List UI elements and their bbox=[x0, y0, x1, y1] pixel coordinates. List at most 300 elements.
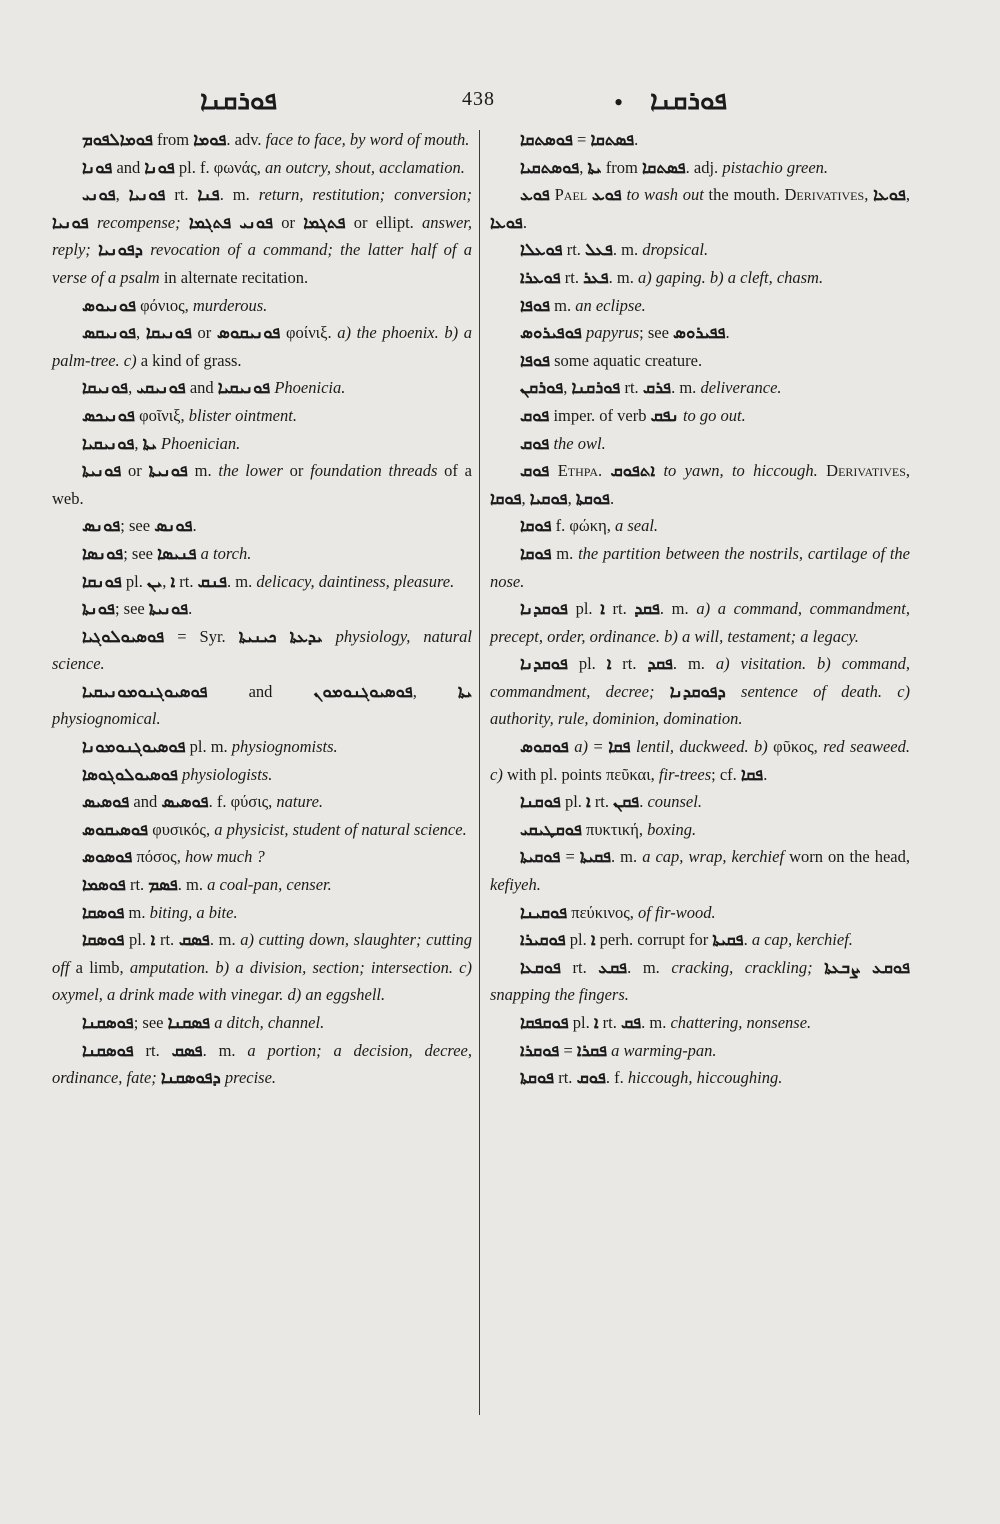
gloss-text: = bbox=[560, 847, 580, 867]
syriac-headword: ܦܘܣܝܩܘܣ bbox=[82, 819, 149, 839]
syriac-headword: ܦܘܥܐ bbox=[873, 185, 906, 205]
italic-gloss: how much ? bbox=[184, 847, 265, 867]
syriac-headword: ܦܣܬܩܐ bbox=[590, 130, 635, 149]
syriac-headword: ܦܘܥ bbox=[520, 185, 550, 205]
syriac-headword: ܦܥܪ bbox=[583, 267, 609, 287]
italic-gloss: a cap, wrap, kerchief bbox=[642, 847, 785, 867]
dictionary-entry bbox=[52, 733, 472, 761]
syriac-headword: ܦܘܩܥ ܨܒܥܬܐ bbox=[824, 957, 910, 977]
syriac-headword: ܦܘܣܝܘܠܘܓܝܐ bbox=[82, 626, 165, 646]
syriac-headword: ܦܘܩܕܢܐ bbox=[520, 599, 568, 619]
dictionary-entry bbox=[490, 1009, 910, 1037]
gloss-text: , bbox=[563, 378, 572, 398]
italic-gloss: an outcry, shout, acclamation. bbox=[265, 157, 465, 177]
italic-gloss: answer, reply; bbox=[52, 212, 473, 260]
dictionary-entry bbox=[52, 595, 472, 623]
syriac-headword: ܦܘܢܝܩܝܐ bbox=[217, 378, 271, 398]
gloss-text: , bbox=[115, 185, 129, 205]
italic-gloss: pistachio green. bbox=[722, 157, 829, 177]
dictionary-entry bbox=[490, 236, 910, 264]
syriac-headword: ܦܘܩܦܩܐ bbox=[520, 1013, 569, 1032]
syriac-headword: ܦܩܝܬܐ bbox=[579, 847, 612, 867]
dictionary-entry bbox=[52, 540, 472, 568]
dictionary-entry bbox=[52, 457, 472, 512]
syriac-headword: ܦܘܢܝܩܐ bbox=[145, 323, 192, 343]
syriac-headword: ܝܬܐ bbox=[142, 433, 157, 453]
gloss-text: or bbox=[191, 323, 217, 343]
syriac-headword: ܦܘܢܝܩܘܣ bbox=[216, 323, 281, 343]
small-caps-label: Derivatives bbox=[784, 185, 865, 205]
gloss-text: . adv. bbox=[226, 130, 266, 149]
syriac-headword: ܦܘܢܝܬܐ bbox=[148, 599, 189, 619]
dictionary-entry bbox=[52, 374, 472, 402]
gloss-text: rt. bbox=[620, 378, 643, 398]
gloss-text: and bbox=[185, 378, 218, 398]
syriac-headword: ܦܘܢܝܬܐ bbox=[82, 461, 122, 481]
italic-gloss: physiology, natural science. bbox=[52, 626, 472, 674]
gloss-text: , bbox=[864, 185, 874, 205]
dictionary-entry bbox=[52, 871, 472, 899]
syriac-headword: ܦܘܩܝܬܐ bbox=[520, 847, 561, 867]
dictionary-entry bbox=[490, 154, 910, 182]
gloss-text: = bbox=[588, 737, 609, 757]
italic-gloss: kefiyeh. bbox=[490, 875, 541, 895]
dictionary-entry bbox=[490, 650, 910, 733]
dictionary-entry bbox=[490, 954, 910, 1009]
syriac-headword: ܦܘܩܕܢܐ bbox=[520, 654, 568, 674]
syriac-headword: ܦܢܝܣܐ bbox=[157, 543, 197, 563]
gloss-text: , bbox=[905, 185, 911, 205]
dictionary-entry bbox=[52, 402, 472, 430]
italic-gloss: recompense; bbox=[88, 212, 189, 232]
syriac-headword: ܦܘܩܥܐ bbox=[520, 957, 561, 977]
gloss-text: . m. bbox=[209, 930, 241, 950]
syriac-headword: ܦܩܕ bbox=[647, 654, 673, 674]
syriac-headword: ܦܘܩܝܐ bbox=[529, 488, 568, 508]
syriac-headword: ܦܩܐ bbox=[740, 764, 764, 784]
column-divider bbox=[479, 130, 480, 1415]
gloss-text: rt. bbox=[175, 571, 198, 591]
gloss-text: or ellipt. bbox=[345, 212, 423, 232]
gloss-text: , bbox=[128, 378, 137, 398]
syriac-headword: ܦܘܣܡܐ bbox=[82, 875, 126, 895]
italic-gloss: a cap, kerchief. bbox=[751, 930, 853, 950]
italic-gloss: papyrus bbox=[585, 323, 640, 343]
page-header bbox=[0, 82, 1000, 122]
syriac-headword: ܐ bbox=[586, 792, 591, 812]
gloss-text bbox=[323, 627, 336, 646]
gloss-text: from bbox=[601, 157, 642, 177]
dictionary-entry bbox=[52, 181, 472, 291]
gloss-text: pl. bbox=[124, 930, 151, 950]
gloss-text: . m. bbox=[672, 654, 716, 674]
dictionary-entry bbox=[52, 926, 472, 1009]
syriac-headword: ܦܬܓܡܐ bbox=[303, 212, 346, 232]
gloss-text: rt. bbox=[611, 654, 648, 674]
gloss-text: and bbox=[207, 681, 314, 701]
dictionary-entry bbox=[490, 347, 910, 375]
italic-gloss: dropsical. bbox=[642, 240, 709, 260]
syriac-headword: ܦܘܩ bbox=[520, 405, 550, 425]
syriac-headword: ܕܦܘܢܝܐ bbox=[98, 240, 143, 260]
gloss-text: a limb, bbox=[69, 957, 130, 977]
italic-gloss: chattering, nonsense. bbox=[670, 1013, 812, 1032]
gloss-text: rt. bbox=[133, 1040, 172, 1060]
gloss-text: m. bbox=[550, 295, 576, 315]
italic-gloss: the owl. bbox=[553, 433, 606, 453]
gloss-text: pl. bbox=[565, 930, 591, 950]
syriac-headword: ܦܘܡܐܠܦܘܡ bbox=[82, 130, 153, 149]
gloss-text: or bbox=[273, 212, 304, 232]
gloss-text: . m. bbox=[219, 185, 259, 205]
syriac-headword: ܦܘܩܪܐ bbox=[520, 1040, 560, 1060]
syriac-headword: ܦܣܬܩܐ bbox=[641, 157, 686, 177]
gloss-text: . f. bbox=[605, 1068, 628, 1088]
syriac-headword: ܦܘܦܝܪܘܣ bbox=[520, 323, 582, 343]
syriac-headword: ܦܘܩ bbox=[520, 433, 550, 453]
gloss-text: πεύκινος, bbox=[567, 902, 638, 922]
dictionary-entry bbox=[490, 540, 910, 595]
syriac-headword: ܕܦܘܣܩܢܐ bbox=[160, 1068, 221, 1088]
gloss-text: , bbox=[567, 488, 576, 508]
small-caps-label: Pael bbox=[554, 185, 588, 205]
dictionary-entry bbox=[490, 374, 910, 402]
dictionary-entry bbox=[52, 126, 472, 154]
italic-gloss: Phoenician. bbox=[160, 433, 241, 453]
syriac-headword: ܦܘܣܘܣ bbox=[82, 847, 133, 867]
syriac-headword: ܦܘܢܩܐ bbox=[82, 571, 122, 591]
gloss-text: m. bbox=[551, 543, 579, 563]
header-left-title: ܦܘܪܩܢܐ bbox=[200, 86, 277, 115]
italic-gloss: a) visitation. b) command, commandment, decree; bbox=[490, 654, 910, 701]
syriac-headword: ܐ bbox=[590, 930, 596, 950]
italic-gloss: deliverance. bbox=[700, 378, 782, 398]
gloss-text: perh. corrupt for bbox=[595, 930, 713, 950]
syriac-headword: ܦܣܩ bbox=[178, 930, 210, 950]
gloss-text: pl. m. bbox=[185, 737, 232, 757]
gloss-text: . m. bbox=[627, 957, 672, 977]
italic-gloss: nature. bbox=[276, 792, 324, 812]
syriac-headword: ܦܘܣܝܣ bbox=[161, 792, 209, 812]
gloss-text: , bbox=[905, 461, 910, 481]
syriac-headword: ܝܬܐ bbox=[587, 157, 602, 177]
gloss-text: . bbox=[192, 516, 197, 536]
syriac-headword: ܦܩܢ bbox=[613, 792, 640, 812]
syriac-headword: ܐ bbox=[593, 1013, 599, 1032]
syriac-headword: ܦܘܪܩܢܐ bbox=[571, 378, 621, 398]
gloss-text: from bbox=[152, 130, 194, 149]
gloss-text: rt. bbox=[560, 267, 584, 287]
syriac-headword: ܦܘܩܐ bbox=[520, 543, 552, 563]
italic-gloss: Phoenicia. bbox=[274, 378, 346, 398]
gloss-text: f. φώκη, bbox=[551, 516, 615, 536]
syriac-headword: ܝܬܐ bbox=[457, 681, 473, 701]
italic-gloss: return, restitution; conversion; bbox=[258, 185, 472, 205]
gloss-text: . adj. bbox=[685, 157, 723, 177]
dictionary-entry bbox=[490, 430, 910, 458]
italic-gloss: physiologists. bbox=[182, 764, 273, 784]
italic-gloss: hiccough, hiccoughing. bbox=[627, 1068, 783, 1088]
italic-gloss: cracking, crackling; bbox=[671, 957, 825, 977]
gloss-text: with pl. points πεῦκαι, bbox=[502, 764, 659, 784]
syriac-headword: ܦܣܡ bbox=[148, 875, 178, 895]
syriac-headword: ܦܘܢܝܩܝܐ bbox=[82, 433, 135, 453]
italic-gloss: a) gaping. b) a cleft, chasm. bbox=[637, 267, 824, 287]
syriac-headword: ܦܘܩ bbox=[576, 1068, 606, 1088]
gloss-text: rt. bbox=[598, 1013, 621, 1032]
gloss-text: . m. bbox=[611, 847, 643, 867]
italic-gloss: red seaweed. c) bbox=[490, 737, 911, 784]
dictionary-entry bbox=[52, 1009, 472, 1037]
italic-gloss: lentil, duckweed. b) bbox=[635, 737, 768, 757]
dictionary-entry bbox=[52, 843, 472, 871]
dictionary-entry bbox=[490, 181, 910, 236]
syriac-headword: ܦܩܪܐ bbox=[576, 1040, 608, 1060]
gloss-text: = Syr. bbox=[164, 626, 239, 646]
italic-gloss: physiognomists. bbox=[231, 737, 338, 757]
syriac-headword: ܦܘܢܝܬܐ bbox=[148, 461, 188, 481]
gloss-text: . m. bbox=[227, 571, 257, 591]
gloss-text: ; see bbox=[133, 1013, 168, 1032]
dictionary-entry bbox=[490, 733, 910, 788]
syriac-headword: ܦܘܢܝܟܣ bbox=[82, 405, 135, 425]
gloss-text: some aquatic creature. bbox=[550, 350, 703, 370]
dictionary-entry bbox=[52, 761, 472, 789]
dictionary-entry bbox=[52, 568, 472, 596]
gloss-text: . bbox=[598, 461, 611, 481]
syriac-headword: ܦܘܢܝܘܣ bbox=[82, 295, 137, 315]
italic-gloss: blister ointment. bbox=[188, 405, 297, 425]
gloss-text: imper. of verb bbox=[549, 405, 651, 425]
syriac-headword: ܦܘܢܐ bbox=[82, 157, 113, 177]
gloss-text: pl. f. φωνάς, bbox=[174, 157, 265, 177]
dictionary-entry bbox=[52, 512, 472, 540]
page-number: 438 bbox=[462, 88, 495, 110]
dictionary-entry bbox=[490, 1037, 910, 1065]
gloss-text: m. bbox=[124, 902, 150, 922]
syriac-headword: ܐܬܦܘܩ bbox=[610, 461, 656, 481]
syriac-headword: ܦܩܕ bbox=[634, 599, 660, 619]
syriac-headword: ܦܘܩ bbox=[520, 461, 550, 481]
syriac-headword: ܦܘܪܩܢ bbox=[520, 378, 564, 398]
italic-gloss: delicacy, daintiness, pleasure. bbox=[256, 571, 455, 591]
gloss-text: = bbox=[559, 1040, 577, 1060]
syriac-headword: ܦܩ bbox=[621, 1013, 642, 1032]
gloss-text: rt. bbox=[604, 599, 635, 619]
italic-gloss: a coal-pan, censer. bbox=[207, 875, 332, 895]
dictionary-entry bbox=[52, 430, 472, 458]
gloss-text: . bbox=[763, 764, 768, 784]
syriac-headword: ܦܘܩܬܐ bbox=[520, 1068, 555, 1088]
italic-gloss: a ditch, channel. bbox=[214, 1013, 325, 1032]
syriac-headword: ܦܢܩ bbox=[197, 571, 228, 591]
italic-gloss: snapping the fingers. bbox=[490, 985, 629, 1005]
syriac-headword: ܦܩܝܬܐ bbox=[712, 930, 744, 950]
gloss-text: rt. bbox=[554, 1068, 577, 1088]
gloss-text: and bbox=[129, 792, 162, 812]
gloss-text: rt. bbox=[562, 240, 586, 260]
syriac-headword: ܦܘܢܝܩܣ bbox=[82, 323, 137, 343]
gloss-text: rt. bbox=[560, 957, 599, 977]
italic-gloss: murderous. bbox=[192, 295, 268, 315]
gloss-text: . bbox=[725, 323, 730, 343]
gloss-text: φοῖνιξ, bbox=[134, 405, 189, 425]
gloss-text bbox=[549, 461, 557, 480]
dictionary-entry bbox=[52, 154, 472, 182]
gloss-text bbox=[726, 682, 741, 701]
gloss-text: . bbox=[639, 792, 648, 812]
gloss-text: πόσος, bbox=[132, 847, 185, 867]
gloss-text: , bbox=[162, 571, 171, 591]
syriac-headword: ܐ bbox=[600, 599, 605, 619]
gloss-text: , bbox=[136, 323, 146, 343]
header-right-title: ܦܘܪܩܢܐ bbox=[650, 86, 727, 115]
syriac-headword: ܦܘܣܝܘܠܘܓܘܣܐ bbox=[82, 764, 178, 784]
gloss-text: . m. bbox=[608, 267, 638, 287]
italic-gloss: a) bbox=[574, 737, 589, 757]
gloss-text: ; see bbox=[123, 543, 158, 563]
syriac-headword: ܦܘܦܐ bbox=[520, 295, 551, 315]
syriac-headword: ܦܘܢܝܩܐ bbox=[82, 378, 129, 398]
syriac-headword: ܦܘܢܣܐ bbox=[82, 543, 124, 563]
dictionary-entry bbox=[490, 402, 910, 430]
syriac-headword: ܦܘܣܩܢܐ bbox=[82, 1013, 134, 1032]
syriac-headword: ܦܘܩܘܣ bbox=[520, 737, 569, 757]
syriac-headword: ܦܘܦܐ bbox=[520, 350, 551, 370]
gloss-text: worn on the head, bbox=[784, 847, 911, 867]
dictionary-entry bbox=[490, 1064, 910, 1092]
italic-gloss: the partition between the nostrils, cartilage of the nose. bbox=[490, 543, 910, 591]
gloss-text: or bbox=[121, 461, 149, 481]
syriac-headword: ܦܘܩܝܪܐ bbox=[520, 930, 566, 950]
syriac-headword: ܦܘܣܩܐ bbox=[82, 930, 125, 950]
syriac-headword: ܦܘܥܪܐ bbox=[520, 267, 561, 287]
syriac-headword: ܦܣܩ bbox=[171, 1040, 203, 1060]
syriac-headword: ܐ bbox=[170, 571, 176, 591]
italic-gloss: a portion; a decision, decree, ordinance, fate; bbox=[52, 1040, 472, 1088]
syriac-headword: ܦܘܢܣ bbox=[82, 516, 121, 536]
syriac-headword: ܢܦܩ bbox=[650, 405, 679, 425]
syriac-headword: ܦܘܩܛܝܩܝ bbox=[520, 819, 582, 839]
dictionary-entry bbox=[490, 899, 910, 927]
dictionary-entry bbox=[52, 1037, 472, 1092]
syriac-headword: ܐ bbox=[150, 930, 156, 950]
syriac-headword: ܦܘܢܝܐ bbox=[52, 212, 89, 232]
gloss-text: ; see bbox=[114, 599, 149, 619]
gloss-text: , bbox=[579, 157, 588, 177]
italic-gloss: the lower bbox=[218, 461, 283, 481]
small-caps-label: Ethpa bbox=[557, 461, 599, 481]
syriac-headword: ܐ bbox=[606, 654, 612, 674]
dictionary-entry bbox=[490, 512, 910, 540]
small-caps-label: Derivatives bbox=[826, 461, 906, 481]
gloss-text: . m. bbox=[177, 875, 208, 895]
syriac-headword: ܦܘܣܝܘܓܢܘܡܘܢ bbox=[313, 681, 413, 701]
dictionary-entry bbox=[490, 457, 910, 512]
italic-gloss: physiognomical. bbox=[52, 709, 161, 729]
dictionary-entry bbox=[52, 816, 472, 844]
dictionary-entry bbox=[52, 788, 472, 816]
italic-gloss: a warming-pan. bbox=[611, 1040, 717, 1060]
gloss-text: . m. bbox=[202, 1040, 248, 1060]
gloss-text: . m. bbox=[671, 378, 701, 398]
gloss-text: a kind of grass. bbox=[140, 350, 242, 370]
syriac-headword: ܦܘܢܝܐ bbox=[128, 185, 166, 205]
syriac-headword: ܦܘܢܣ bbox=[154, 516, 193, 536]
gloss-text: rt. bbox=[590, 792, 614, 812]
syriac-headword: ܦܘܢܝܩܝ bbox=[136, 378, 186, 398]
dictionary-entry bbox=[490, 319, 910, 347]
italic-gloss: revocation of a command; the latter half of a verse of a psalm bbox=[52, 240, 472, 287]
syriac-headword: ܦܘܣܬܩܝܐ bbox=[520, 157, 580, 177]
gloss-text bbox=[818, 461, 826, 480]
gloss-text: . m. bbox=[612, 240, 643, 260]
gloss-text: . f. φύσις, bbox=[208, 792, 277, 812]
syriac-headword: ܦܩܐ bbox=[608, 737, 631, 757]
syriac-headword: ܦܘܡܐ bbox=[193, 130, 227, 149]
italic-gloss: biting, a bite. bbox=[149, 902, 238, 922]
syriac-headword: ܦܘܣܝܣ bbox=[82, 792, 130, 812]
dictionary-entry bbox=[490, 126, 910, 154]
gloss-text: m. bbox=[187, 461, 219, 481]
italic-gloss: a) a command, commandment, precept, order, ordinance. b) a will, testament; a legacy. bbox=[490, 599, 910, 646]
syriac-headword: ܦܩܥ bbox=[598, 957, 628, 977]
gloss-text: , bbox=[134, 433, 143, 453]
syriac-headword: ܦܦܝܪܘܣ bbox=[673, 323, 726, 343]
gloss-text: and bbox=[112, 157, 145, 177]
italic-gloss: foundation threads bbox=[310, 461, 438, 481]
italic-gloss: to yawn, to hiccough. bbox=[663, 461, 818, 481]
gloss-text: . m. bbox=[641, 1013, 671, 1032]
gloss-text: φυσικός, bbox=[148, 819, 215, 839]
gloss-text: ; see bbox=[120, 516, 155, 536]
dictionary-entry bbox=[490, 595, 910, 650]
syriac-headword: ܦܘܥܐ bbox=[490, 212, 523, 232]
italic-gloss: an eclipse. bbox=[575, 295, 646, 315]
dictionary-entry bbox=[52, 292, 472, 320]
dictionary-entry bbox=[490, 843, 910, 898]
italic-gloss: a seal. bbox=[614, 516, 659, 536]
italic-gloss: face to face, by word of mouth. bbox=[265, 130, 470, 149]
syriac-headword: ܦܘܩܝܢܐ bbox=[520, 902, 568, 922]
gloss-text: , bbox=[412, 681, 458, 701]
gloss-text: rt. bbox=[165, 185, 198, 205]
italic-gloss: to go out. bbox=[682, 405, 746, 425]
gloss-text: the mouth. bbox=[703, 185, 785, 205]
dictionary-entry bbox=[490, 292, 910, 320]
italic-gloss: to wash out bbox=[626, 185, 704, 205]
gloss-text: . bbox=[743, 930, 752, 950]
italic-gloss: fir-trees bbox=[658, 764, 712, 784]
gloss-text: . bbox=[188, 599, 193, 619]
gloss-text: φοίνιξ. bbox=[280, 323, 338, 343]
gloss-text: φόνιος, bbox=[136, 295, 193, 315]
gloss-text: rt. bbox=[125, 875, 149, 895]
italic-gloss: a) the phoenix. b) a palm-tree. c) bbox=[52, 323, 472, 370]
syriac-headword: ܦܘܣܩܐ bbox=[82, 902, 125, 922]
syriac-headword: ܦܘܢܝ bbox=[82, 185, 116, 205]
syriac-headword: ܦܘܥ bbox=[591, 185, 622, 205]
syriac-headword: ܦܘܩܢܐ bbox=[520, 792, 561, 812]
syriac-headword: ܝܕܥܬܐ ܟܝܢܝܬܐ bbox=[238, 626, 323, 646]
dictionary-entry bbox=[490, 264, 910, 292]
syriac-headword: ܦܘܢܐ bbox=[144, 157, 175, 177]
gloss-text: πυκτική, bbox=[581, 819, 648, 839]
syriac-headword: ܦܘܣܬܩܐ bbox=[520, 130, 573, 149]
dictionary-entry bbox=[490, 788, 910, 816]
syriac-headword: ܦܘܣܩܢܐ bbox=[82, 1040, 134, 1060]
gloss-text: , bbox=[521, 488, 530, 508]
